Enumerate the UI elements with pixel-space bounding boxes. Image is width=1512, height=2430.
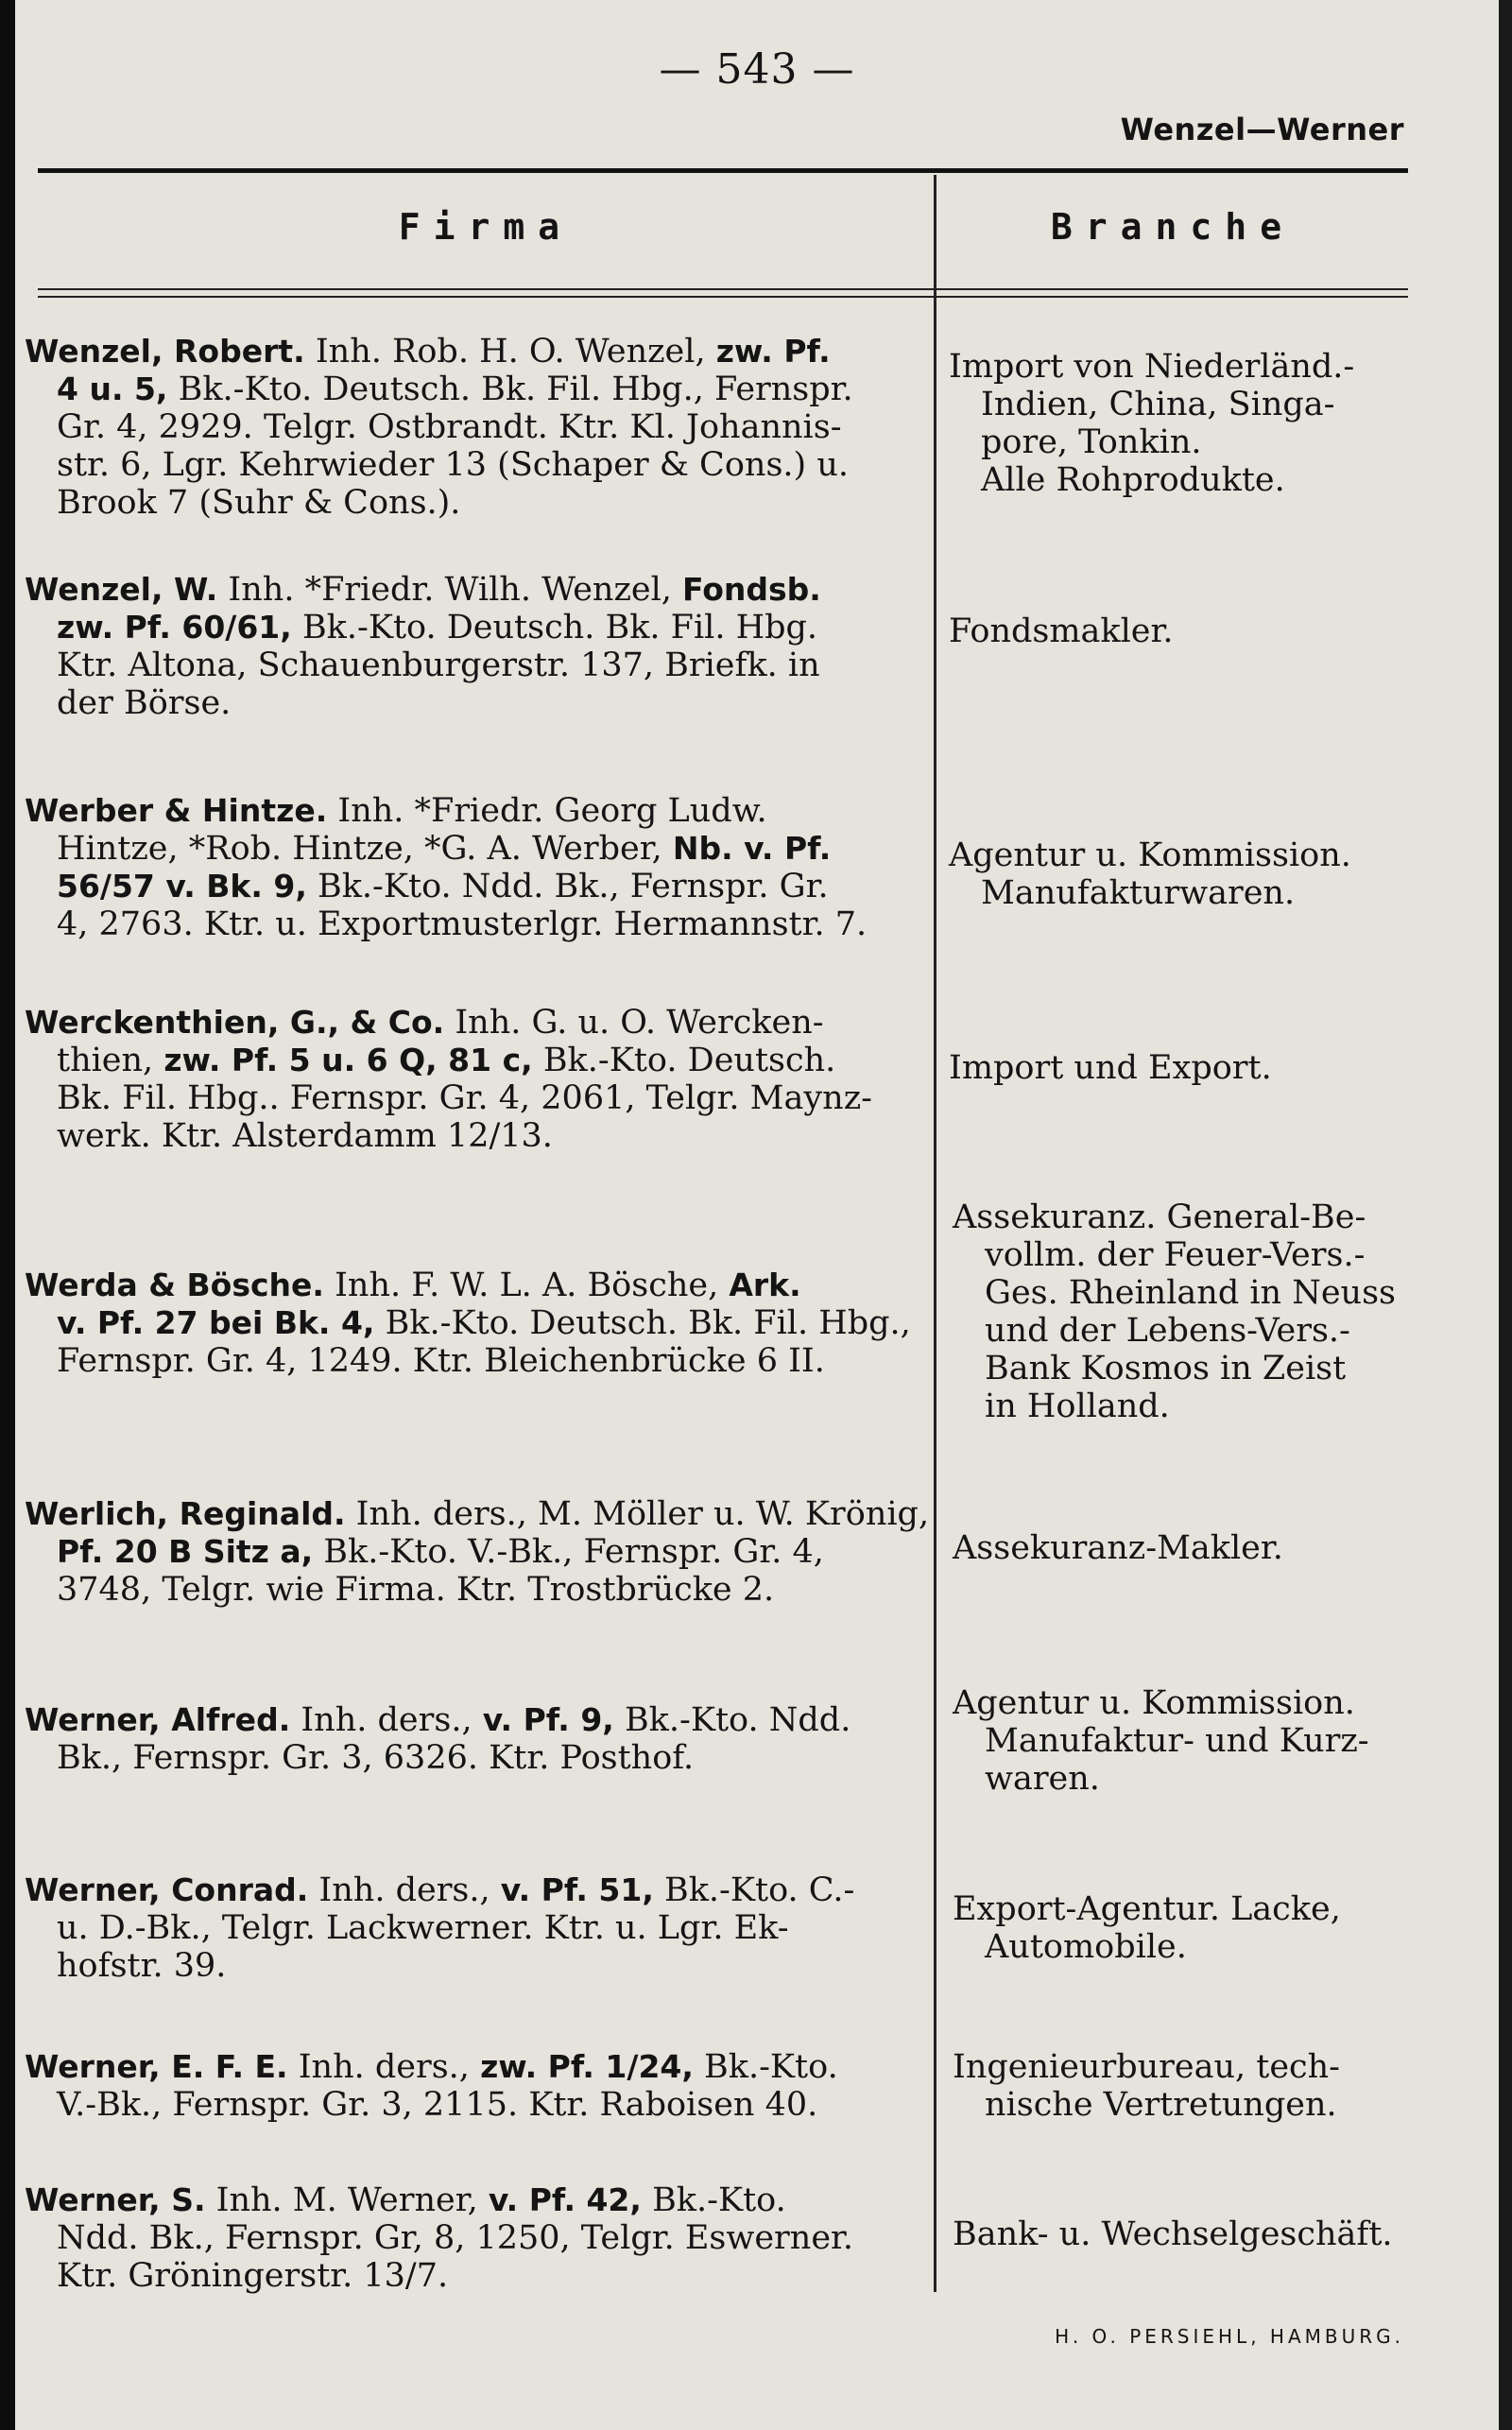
branche-line: Fondsmakler.	[949, 612, 1174, 650]
branche-line: Assekuranz. General-Be-	[953, 1198, 1366, 1236]
entry-branche	[953, 1890, 1453, 1966]
postfach-ref: Nb. v. Pf.	[672, 830, 832, 867]
firma-text: 4, 2763. Ktr. u. Exportmusterlgr. Hermannstr. 7.	[57, 905, 868, 943]
firm-name: Werner, S.	[25, 2181, 206, 2218]
firma-text: Bk.-Kto. C.-	[653, 1871, 855, 1909]
firma-text: Ktr. Altona, Schauenburgerstr. 137, Briefk. in	[57, 646, 820, 684]
firma-line	[25, 684, 932, 722]
firma-text: Bk.-Kto. Deutsch.	[532, 1042, 836, 1079]
firma-line	[25, 868, 932, 905]
firma-text: Bk.-Kto.	[693, 2048, 838, 2086]
entry-firma	[25, 2048, 932, 2124]
firma-line	[25, 792, 932, 830]
firma-text: Fernspr. Gr. 4, 1249. Ktr. Bleichenbrücke 6 II.	[57, 1342, 825, 1380]
firma-text: Bk.-Kto. Ndd.	[613, 1701, 851, 1739]
header-rule	[38, 168, 1408, 173]
branche-line: Ges. Rheinland in Neuss	[985, 1274, 1397, 1312]
firma-line	[25, 1739, 932, 1777]
firma-line	[25, 408, 932, 446]
entry-firma	[25, 1871, 932, 1985]
firma-text: Bk., Fernspr. Gr. 3, 6326. Ktr. Posthof.	[57, 1739, 695, 1777]
entry-branche	[953, 2215, 1453, 2253]
firm-name: Wenzel, W.	[25, 571, 218, 608]
firma-line	[25, 1947, 932, 1985]
postfach-ref: v. Pf. 27 bei Bk. 4,	[57, 1304, 375, 1341]
firma-line	[25, 1304, 932, 1342]
postfach-ref: zw. Pf. 5 u. 6 Q, 81 c,	[163, 1042, 533, 1078]
firma-text: Bk.-Kto. Deutsch. Bk. Fil. Hbg.	[291, 609, 818, 646]
firma-text: Bk.-Kto. Deutsch. Bk. Fil. Hbg., Fernspr.	[167, 371, 853, 408]
firma-text: Ktr. Gröningerstr. 13/7.	[57, 2257, 449, 2295]
postfach-ref: Ark.	[729, 1267, 801, 1303]
postfach-ref: v. Pf. 42,	[488, 2181, 642, 2218]
entry-firma	[25, 1267, 932, 1380]
firma-text: Bk.-Kto.	[641, 2181, 786, 2219]
firma-text: Inh. M. Werner,	[205, 2181, 489, 2219]
firma-text: werk. Ktr. Alsterdamm 12/13.	[57, 1117, 553, 1155]
branche-line: Bank- u. Wechselgeschäft.	[953, 2215, 1393, 2253]
firma-text: Inh. ders., M. Möller u. W. Krönig,	[345, 1495, 930, 1533]
page-edge	[0, 0, 15, 2430]
firma-text: V.-Bk., Fernspr. Gr. 3, 2115. Ktr. Raboisen 40.	[57, 2086, 818, 2124]
firma-line	[25, 1079, 932, 1117]
postfach-ref: zw. Pf. 1/24,	[480, 2048, 694, 2085]
branche-line: Import von Niederländ.-	[949, 348, 1355, 386]
firma-text: thien,	[57, 1042, 164, 1079]
branche-line: Assekuranz-Makler.	[953, 1529, 1283, 1567]
entry-firma	[25, 2181, 932, 2295]
firma-line	[25, 830, 932, 868]
postfach-ref: 4 u. 5,	[57, 371, 168, 407]
firma-line	[25, 2048, 932, 2086]
branche-line: vollm. der Feuer-Vers.-	[985, 1236, 1366, 1274]
branche-line: Agentur u. Kommission.	[953, 1684, 1355, 1722]
branche-line: Alle Rohprodukte.	[981, 461, 1285, 499]
firma-line	[25, 2086, 932, 2124]
firma-text: Hintze, *Rob. Hintze, *G. A. Werber,	[57, 830, 673, 868]
firma-line	[25, 371, 932, 408]
postfach-ref: zw. Pf.	[715, 333, 831, 370]
firma-text: Inh. Rob. H. O. Wenzel,	[304, 333, 716, 371]
branche-line: Indien, China, Singa-	[981, 386, 1335, 423]
firma-text: Bk. Fil. Hbg.. Fernspr. Gr. 4, 2061, Telgr. Maynz-	[57, 1079, 872, 1117]
postfach-ref: Fondsb.	[682, 571, 821, 608]
firma-line	[25, 1342, 932, 1380]
firm-name: Werckenthien, G., & Co.	[25, 1004, 445, 1041]
firma-text: str. 6, Lgr. Kehrwieder 13 (Schaper & Cons.) u.	[57, 446, 849, 484]
firma-text: Inh. *Friedr. Wilh. Wenzel,	[217, 571, 683, 609]
entry-branche	[949, 348, 1450, 499]
firma-line	[25, 1701, 932, 1739]
firma-line	[25, 1495, 932, 1533]
firm-name: Werda & Bösche.	[25, 1267, 324, 1303]
branche-line: in Holland.	[985, 1387, 1170, 1425]
firma-text: Inh. F. W. L. A. Bösche,	[323, 1267, 730, 1304]
firma-line	[25, 446, 932, 484]
postfach-ref: Pf. 20 B Sitz a,	[57, 1533, 314, 1570]
entry-branche	[949, 836, 1450, 912]
branche-line: Import und Export.	[949, 1049, 1272, 1087]
firma-line	[25, 1267, 932, 1304]
firma-line	[25, 484, 932, 522]
firma-text: der Börse.	[57, 684, 232, 722]
firma-text: Brook 7 (Suhr & Cons.).	[57, 484, 461, 522]
branche-line: Manufaktur- und Kurz-	[985, 1722, 1369, 1760]
firma-line	[25, 2219, 932, 2257]
directory-page	[15, 0, 1499, 2430]
postfach-ref: v. Pf. 9,	[482, 1701, 614, 1738]
firma-line	[25, 571, 932, 609]
entry-firma	[25, 1495, 932, 1609]
firma-text: Bk.-Kto. Deutsch. Bk. Fil. Hbg.,	[374, 1304, 911, 1342]
entry-firma	[25, 1004, 932, 1155]
firma-text: Inh. ders.,	[287, 2048, 481, 2086]
firma-line	[25, 2181, 932, 2219]
branche-line: Bank Kosmos in Zeist	[985, 1350, 1347, 1387]
firm-name: Werner, Alfred.	[25, 1701, 291, 1738]
entry-branche	[949, 1049, 1450, 1087]
printer-imprint: H. O. PERSIEHL, HAMBURG.	[1055, 2325, 1404, 2348]
firm-name: Werber & Hintze.	[25, 792, 328, 829]
branche-line: Manufakturwaren.	[981, 874, 1296, 912]
postfach-ref: v. Pf. 51,	[500, 1871, 654, 1908]
firm-name: Werner, E. F. E.	[25, 2048, 288, 2085]
branche-line: waren.	[985, 1760, 1100, 1798]
firma-line	[25, 1909, 932, 1947]
entry-branche	[953, 1529, 1453, 1567]
column-header-branche: Branche	[1050, 206, 1296, 248]
entry-firma	[25, 571, 932, 722]
firma-text: Inh. ders.,	[308, 1871, 501, 1909]
firma-line	[25, 1004, 932, 1042]
firma-text: 3748, Telgr. wie Firma. Ktr. Trostbrücke 2.	[57, 1571, 775, 1609]
running-head: Wenzel—Werner	[1120, 112, 1404, 147]
entry-firma	[25, 1701, 932, 1777]
header-double-rule-bottom	[38, 296, 1408, 298]
firma-text: Inh. ders.,	[290, 1701, 483, 1739]
firma-text: Inh. G. u. O. Wercken-	[444, 1004, 824, 1042]
firma-line	[25, 1533, 932, 1571]
entry-firma	[25, 792, 932, 943]
firma-text: Gr. 4, 2929. Telgr. Ostbrandt. Ktr. Kl. Johannis-	[57, 408, 842, 446]
firma-line	[25, 333, 932, 371]
firma-line	[25, 2257, 932, 2295]
firma-text: Bk.-Kto. V.-Bk., Fernspr. Gr. 4,	[313, 1533, 824, 1571]
branche-line: Automobile.	[985, 1928, 1187, 1966]
firma-text: Ndd. Bk., Fernspr. Gr, 8, 1250, Telgr. Eswerner.	[57, 2219, 854, 2257]
firma-line	[25, 1871, 932, 1909]
firma-line	[25, 905, 932, 943]
firma-line	[25, 1042, 932, 1079]
branche-line: und der Lebens-Vers.-	[985, 1312, 1350, 1350]
postfach-ref: zw. Pf. 60/61,	[57, 609, 292, 646]
firma-line	[25, 1571, 932, 1609]
branche-line: Agentur u. Kommission.	[949, 836, 1351, 874]
branche-line: Ingenieurbureau, tech-	[953, 2048, 1341, 2086]
firma-text: hofstr. 39.	[57, 1947, 227, 1985]
branche-line: nische Vertretungen.	[985, 2086, 1337, 2124]
firma-line	[25, 609, 932, 646]
firm-name: Wenzel, Robert.	[25, 333, 305, 370]
branche-line: Export-Agentur. Lacke,	[953, 1890, 1341, 1928]
column-divider	[934, 175, 936, 2292]
entry-branche	[953, 1198, 1453, 1425]
firma-text: Bk.-Kto. Ndd. Bk., Fernspr. Gr.	[306, 868, 829, 905]
column-header-firma: Firma	[398, 206, 574, 248]
postfach-ref: 56/57 v. Bk. 9,	[57, 868, 307, 905]
firma-text: Inh. *Friedr. Georg Ludw.	[327, 792, 767, 830]
firma-line	[25, 1117, 932, 1155]
firma-line	[25, 646, 932, 684]
entry-branche	[953, 1684, 1453, 1798]
firma-text: u. D.-Bk., Telgr. Lackwerner. Ktr. u. Lgr. Ek-	[57, 1909, 789, 1947]
entry-branche	[949, 612, 1450, 650]
page-number: — 543 —	[659, 45, 855, 94]
firm-name: Werner, Conrad.	[25, 1871, 309, 1908]
header-double-rule-top	[38, 288, 1408, 290]
entry-firma	[25, 333, 932, 522]
firm-name: Werlich, Reginald.	[25, 1495, 346, 1532]
entry-branche	[953, 2048, 1453, 2124]
branche-line: pore, Tonkin.	[981, 423, 1202, 461]
